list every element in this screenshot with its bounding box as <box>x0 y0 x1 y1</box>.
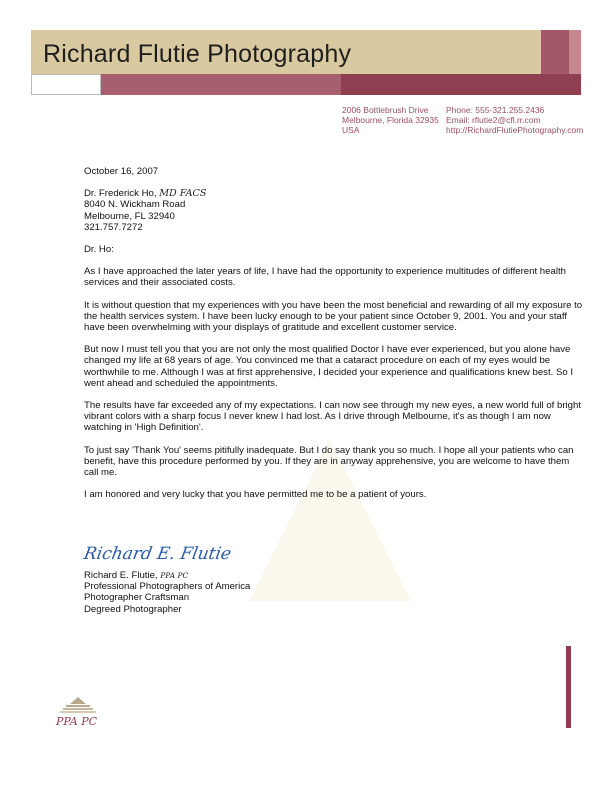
recipient-city: Melbourne, FL 32940 <box>84 210 175 222</box>
letterhead-stripe-blank <box>31 74 101 95</box>
company-name: Richard Flutie Photography <box>43 40 352 68</box>
recipient-street: 8040 N. Wickham Road <box>84 199 186 211</box>
recipient-address <box>84 188 584 233</box>
letterhead-accent-block <box>541 30 569 74</box>
recipient-name-line <box>84 188 584 199</box>
paragraph-6: I am honored and very lucky that you have permitted me to be a patient of yours. <box>84 489 427 501</box>
letterhead-stripe-segment <box>101 74 341 95</box>
signer-name-line <box>84 570 250 581</box>
handwritten-signature: Richard E. Flutie <box>82 544 233 564</box>
address-line-1: 2006 Bottlebrush Drive <box>342 105 429 115</box>
address-line-3: USA <box>342 125 360 135</box>
paragraph-1: As I have approached the later years of life, I have had the opportunity to experience multitudes of different health services and their associated costs. <box>84 266 566 289</box>
recipient-phone: 321.757.7272 <box>84 221 143 233</box>
recipient-credentials: MD FACS <box>159 188 207 200</box>
paragraph-4: The results have far exceeded any of my expectations. I can now see through my new eyes, a new world full of bright vibrant colors with a sharp focus I never knew I had lost. As I drive through Melbourne, it's as though I am now watching in 'High Definition'. <box>84 400 582 434</box>
paragraph-2: It is without question that my experiences with you have been the most beneficial and rewarding of all my exposure to the health services system. I have been lucky enough to be your patient since October 9, 2001. You and your staff have been overwhelming with your displays of gratitude and excellent customer service. <box>84 299 583 334</box>
signer-name: Richard E. Flutie, <box>84 570 158 581</box>
signer-title-3: Degreed Photographer <box>84 603 182 615</box>
contact-website[interactable]: http://RichardFlutiePhotography.com <box>446 125 584 135</box>
contact-address <box>342 105 439 135</box>
contact-phone: Phone: 555-321.255.2436 <box>446 105 545 115</box>
letter-date: October 16, 2007 <box>84 166 159 177</box>
letterhead-accent-block-light <box>569 30 581 74</box>
signer-suffix: PPA PC <box>160 571 189 580</box>
ppa-logo-icon <box>56 695 100 715</box>
paragraph-5: To just say 'Thank You' seems pitifully inadequate. But I do say thank you so much. I hope all your patients who can benefit, have this procedure performed by you. If they are in anyway apprehensive, you are welcome to have them call me. <box>84 444 574 479</box>
right-margin-bar <box>566 646 571 728</box>
ppa-logo-text: PPA PC <box>56 715 98 728</box>
letterhead-banner <box>31 30 541 74</box>
address-line-2: Melbourne, Florida 32935 <box>342 115 439 125</box>
salutation: Dr. Ho: <box>84 244 114 256</box>
signer-title-2: Photographer Craftsman <box>84 592 190 604</box>
recipient-name: Dr. Frederick Ho, <box>84 188 157 200</box>
signer-title-1: Professional Photographers of America <box>84 581 251 593</box>
paragraph-3: But now I must tell you that you are not only the most qualified Doctor I have ever experienced, but you alone have changed my life at 68 years of age. You convinced me that a cataract procedure on each of my eyes would be worthwhile to me. Although I was at first apprehensive, I decided your experience and qualifications knew best. So I went ahead and scheduled the appointments. <box>84 344 574 389</box>
contact-details <box>446 105 583 135</box>
signature-block <box>84 570 250 615</box>
letter-body <box>84 166 584 511</box>
contact-email[interactable]: Email: rflutie2@cfl.rr.com <box>446 115 541 125</box>
